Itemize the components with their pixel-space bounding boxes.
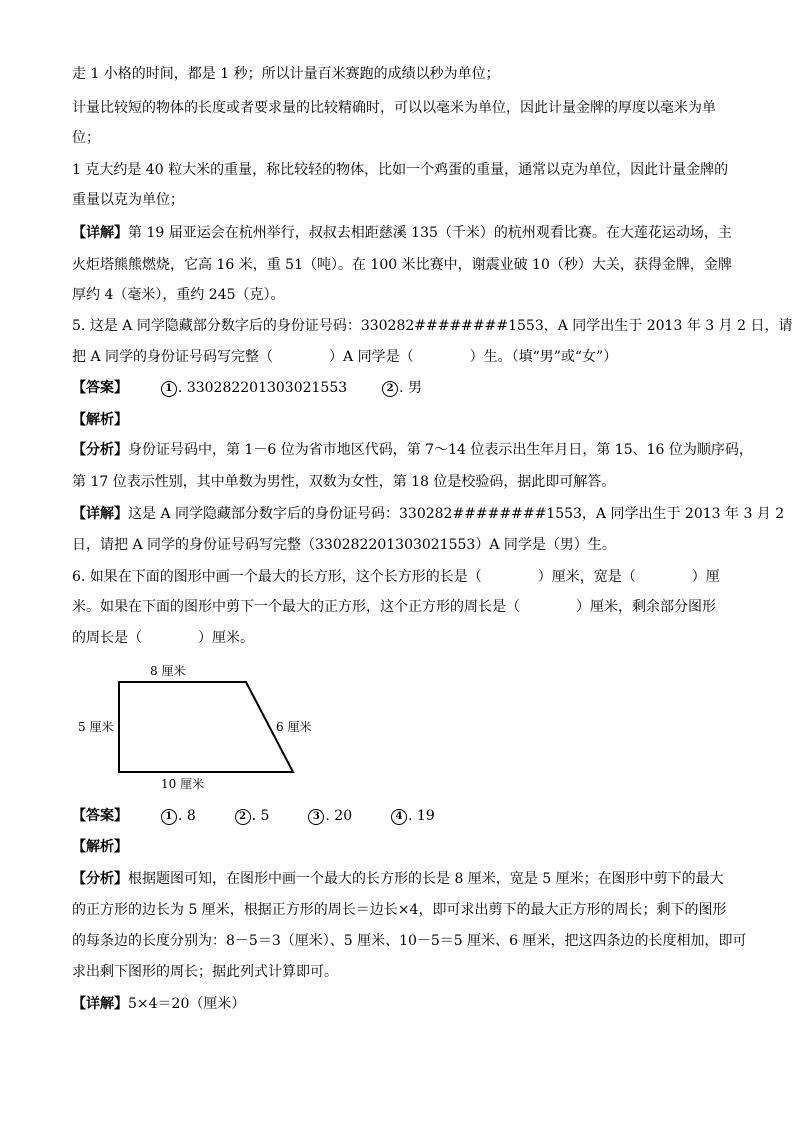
text-line: 的周长是（ ）厘米。 [72, 630, 254, 646]
label-left: 5 厘米 [78, 720, 114, 734]
analysis-paragraph [72, 869, 724, 889]
text-line: 日，请把 A 同学的身份证号码写完整（330282201303021553）A 同学是（男）生。 [72, 537, 616, 553]
analysis-paragraph [72, 440, 753, 460]
answer-value: 20 [334, 808, 353, 824]
text-span: 5×4＝20（厘米） [128, 996, 246, 1012]
analysis-tag: 【解析】 [72, 839, 128, 855]
answer-5: 【答案】 1 . 330282201303021553 2 . 男 [72, 380, 422, 396]
text-line: 位； [72, 130, 100, 146]
answer-6: 【答案】 1 . 8 2 . 5 3 . 20 4 . 19 [72, 808, 435, 824]
text-line: 计量比较短的物体的长度或者要求量的比较精确时，可以以毫米为单位，因此计量金牌的厚度以毫米为单 [72, 100, 716, 116]
detail-paragraph [72, 504, 784, 524]
trapezoid-figure [72, 658, 332, 794]
text-line: 第 17 位表示性别，其中单数为男性，双数为女性，第 18 位是校验码，据此即可解答。 [72, 474, 616, 490]
section-tag: 【详解】 [72, 996, 128, 1012]
circled-number: 1 [161, 809, 177, 825]
text-span: 第 19 届亚运会在杭州举行，叔叔去相距慈溪 135（千米）的杭州观看比赛。在大莲花运动场，主 [128, 225, 732, 241]
answer-value: 19 [416, 808, 435, 824]
label-bottom: 10 厘米 [161, 777, 205, 791]
text-span: 根据题图可知，在图形中画一个最大的长方形的长是 8 厘米，宽是 5 厘米；在图形中剪下的最大 [128, 871, 724, 887]
text-line: 的每条边的长度分别为：8－5＝3（厘米）、5 厘米、10－5＝5 厘米、6 厘米，把这四条边的长度相加，即可 [72, 933, 747, 949]
answer-value: 5 [260, 808, 270, 824]
circled-number: 2 [235, 809, 251, 825]
answer-tag: 【答案】 [72, 380, 128, 396]
text-line: 厚约 4（毫米），重约 245（克）。 [72, 287, 285, 303]
question-6: 6. 如果在下面的图形中画一个最大的长方形，这个长方形的长是（ ）厘米，宽是（ ）厘 [72, 569, 720, 585]
answer-value: 8 [186, 808, 196, 824]
text-line: 重量以克为单位； [72, 192, 184, 208]
text-span: 身份证号码中，第 1－6 位为省市地区代码，第 7～14 位表示出生年月日，第 15、16 位为顺序码， [128, 442, 753, 458]
text-line: 走 1 小格的时间，都是 1 秒；所以计量百米赛跑的成绩以秒为单位； [72, 66, 500, 82]
answer-tag: 【答案】 [72, 808, 128, 824]
circled-number: 1 [161, 381, 177, 397]
section-tag: 【详解】 [72, 506, 128, 522]
circled-number: 4 [391, 809, 407, 825]
text-line: 米。如果在下面的图形中剪下一个最大的正方形，这个正方形的周长是（ ）厘米，剩余部分图形 [72, 599, 716, 615]
circled-number: 3 [308, 809, 324, 825]
trapezoid-shape [119, 682, 293, 772]
section-tag: 【分析】 [72, 871, 128, 887]
text-line: 的正方形的边长为 5 厘米，根据正方形的周长＝边长×4，即可求出剪下的最大正方形的周长；剩下的图形 [72, 902, 727, 918]
detail-paragraph [72, 223, 732, 243]
answer-value: 男 [407, 380, 422, 396]
section-tag: 【分析】 [72, 442, 128, 458]
answer-value: 330282201303021553 [186, 380, 348, 396]
text-line: 火炬塔熊熊燃烧，它高 16 米，重 51（吨）。在 100 米比赛中，谢震业破 10（秒）大关，获得金牌，金牌 [72, 257, 732, 273]
analysis-tag: 【解析】 [72, 412, 128, 428]
label-right: 6 厘米 [276, 720, 312, 734]
section-tag: 【详解】 [72, 225, 128, 241]
text-line: 求出剩下图形的周长；据此列式计算即可。 [72, 964, 338, 980]
text-span: 这是 A 同学隐藏部分数字后的身份证号码：330282########1553，A 同学出生于 2013 年 3 月 2 [128, 506, 785, 522]
circled-number: 2 [382, 381, 398, 397]
question-5: 5. 这是 A 同学隐藏部分数字后的身份证号码：330282########1553，A 同学出生于 2013 年 3 月 2 日，请 [72, 318, 793, 334]
text-line: 1 克大约是 40 粒大米的重量，称比较轻的物体，比如一个鸡蛋的重量，通常以克为单位，因此计量金牌的 [72, 162, 729, 178]
detail-paragraph [72, 994, 245, 1014]
label-top: 8 厘米 [150, 664, 186, 678]
text-line: 把 A 同学的身份证号码写完整（ ）A 同学是（ ）生。（填“男”或“女”） [72, 349, 618, 365]
